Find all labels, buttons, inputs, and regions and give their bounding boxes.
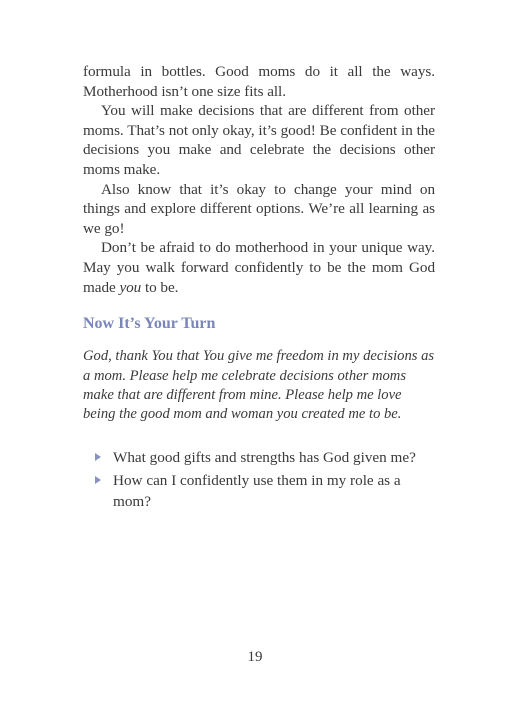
page-number: 19 [247,649,263,665]
reflection-question-2 [83,470,435,512]
triangle-bullet-icon [95,453,101,461]
body-paragraph-1: formula in bottles. Good moms do it all the ways. Motherhood isn’t one size fits all. [83,63,435,100]
reflection-question-1 [83,447,435,468]
prayer-text: God, thank You that You give me freedom in my decisions as a mom. Please help me celebrate decisions other moms make that are different from mine. Please help me love being the good mom and woman you created me to be. [83,348,435,423]
paragraph-4-text-start: Don’t be afraid to do motherhood in your unique way. May you walk forward confidently to be the mom God made [83,239,435,296]
reflection-question-1-text: What good gifts and strengths has God given me? [113,448,416,466]
body-paragraph-3: Also know that it’s okay to change your mind on things and explore different options. We’re all learning as we go! [83,180,435,237]
triangle-bullet-icon [95,476,101,484]
body-paragraph-2: You will make decisions that are different from other moms. That’s not only okay, it’s good! Be confident in the decisions you make and celebrate the decisions other moms make. [83,102,435,178]
body-paragraph-4 [83,238,435,297]
reflection-question-2-text: How can I confidently use them in my role as a mom? [113,471,401,510]
paragraph-4-text-end: to be. [141,278,179,296]
paragraph-4-emphasis: you [119,278,142,296]
reflection-question-list [83,447,435,512]
page-content [83,62,435,514]
section-heading: Now It’s Your Turn [83,315,216,333]
